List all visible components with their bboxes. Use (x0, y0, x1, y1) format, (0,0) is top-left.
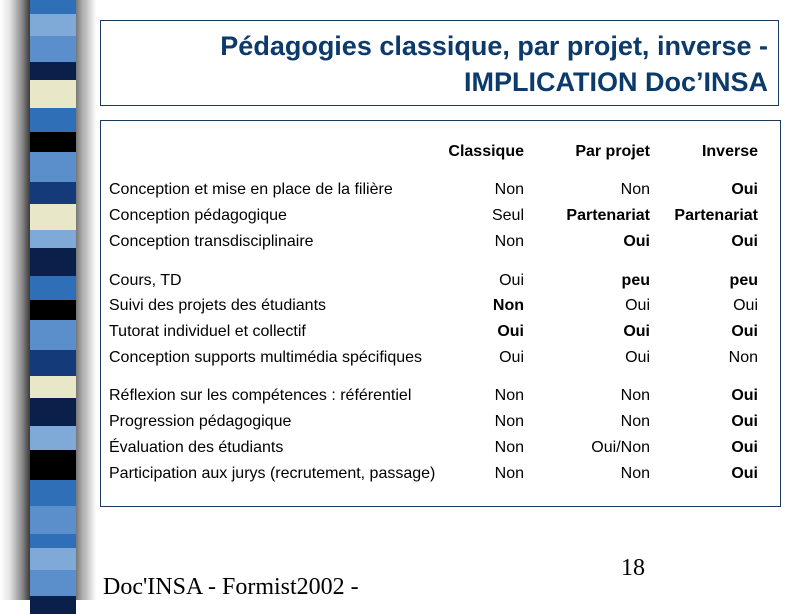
strip-edge (76, 0, 84, 600)
cell-classique: Non (492, 297, 524, 314)
row-label: Conception pédagogique (109, 207, 287, 224)
row-label: Conception et mise en place de la filière (109, 181, 393, 198)
strip-band (30, 182, 76, 204)
strip-band (30, 108, 76, 132)
row-label: Conception transdisciplinaire (109, 233, 314, 250)
table-row (101, 349, 780, 371)
cell-classique: Non (494, 439, 524, 456)
table-row (101, 297, 780, 319)
table-row (101, 233, 780, 255)
strip-band (30, 320, 76, 350)
strip-band (30, 398, 76, 426)
comparison-table (100, 120, 781, 507)
strip-band (30, 14, 76, 36)
cell-classique: Non (494, 465, 524, 482)
row-label: Cours, TD (109, 272, 182, 289)
strip-band (30, 350, 76, 376)
table-row (101, 181, 780, 203)
cell-classique: Non (494, 387, 524, 404)
strip-band (30, 570, 76, 596)
cell-par-projet: Non (620, 465, 650, 482)
slide-footer: Doc'INSA - Formist2002 - (103, 574, 359, 600)
table-row (101, 439, 780, 461)
strip-band (30, 36, 76, 62)
row-label: Progression pédagogique (109, 413, 292, 430)
cell-classique: Seul (491, 207, 524, 224)
cell-inverse: Partenariat (674, 207, 758, 224)
cell-par-projet: Oui (623, 323, 650, 340)
cell-inverse: Oui (731, 465, 758, 482)
row-label: Suivi des projets des étudiants (109, 297, 327, 314)
cell-classique: Non (494, 413, 524, 430)
table-row (101, 465, 780, 487)
decorative-strip (0, 0, 96, 600)
strip-band (30, 152, 76, 182)
cell-par-projet: Oui (623, 233, 650, 250)
cell-classique: Oui (499, 349, 524, 366)
strip-band (30, 62, 76, 80)
cell-par-projet: Oui (625, 297, 650, 314)
strip-band (30, 204, 76, 230)
strip-band (30, 480, 76, 506)
cell-par-projet: peu (621, 272, 650, 289)
row-label: Tutorat individuel et collectif (109, 323, 306, 340)
page-number: 18 (621, 555, 645, 581)
strip-band (30, 426, 76, 450)
title-box (100, 20, 779, 106)
cell-inverse: Oui (731, 387, 758, 404)
strip-band (30, 132, 76, 152)
cell-classique: Oui (499, 272, 524, 289)
cell-par-projet: Non (620, 413, 650, 430)
table-header-row (101, 143, 780, 165)
cell-par-projet: Oui/Non (591, 439, 650, 456)
row-label: Réflexion sur les compétences : référentiel (109, 387, 412, 404)
cell-classique: Non (494, 181, 524, 198)
cell-inverse: Oui (731, 323, 758, 340)
row-label: Participation aux jurys (recrutement, passage) (109, 465, 436, 482)
strip-band (30, 300, 76, 320)
header-classique: Classique (448, 143, 524, 160)
header-par-projet: Par projet (575, 143, 650, 160)
strip-band (30, 0, 76, 14)
cell-classique: Oui (497, 323, 524, 340)
cell-par-projet: Oui (625, 349, 650, 366)
cell-inverse: Oui (733, 297, 758, 314)
table-row (101, 272, 780, 294)
header-inverse: Inverse (701, 143, 758, 160)
strip-band (30, 534, 76, 548)
cell-inverse: Oui (731, 413, 758, 430)
row-label: Conception supports multimédia spécifiques (109, 349, 423, 366)
slide-title-line-2: IMPLICATION Doc’INSA (463, 67, 768, 97)
table-row (101, 207, 780, 229)
table-row (101, 323, 780, 345)
strip-band (30, 248, 76, 276)
cell-inverse: peu (729, 272, 758, 289)
slide-title-line-1: Pédagogies classique, par projet, inverse - (220, 31, 768, 61)
cell-inverse: Oui (731, 233, 758, 250)
strip-band (30, 230, 76, 248)
cell-classique: Non (494, 233, 524, 250)
strip-band (30, 548, 76, 570)
row-label: Évaluation des étudiants (109, 439, 284, 456)
strip-band (30, 276, 76, 300)
table-row (101, 387, 780, 409)
strip-band (30, 80, 76, 108)
cell-inverse: Oui (731, 439, 758, 456)
strip-band (30, 596, 76, 614)
strip-band (30, 450, 76, 480)
cell-par-projet: Non (620, 181, 650, 198)
cell-inverse: Non (728, 349, 758, 366)
table-row (101, 413, 780, 435)
strip-band (30, 376, 76, 398)
cell-par-projet: Non (620, 387, 650, 404)
cell-par-projet: Partenariat (566, 207, 650, 224)
cell-inverse: Oui (731, 181, 758, 198)
strip-band (30, 506, 76, 534)
